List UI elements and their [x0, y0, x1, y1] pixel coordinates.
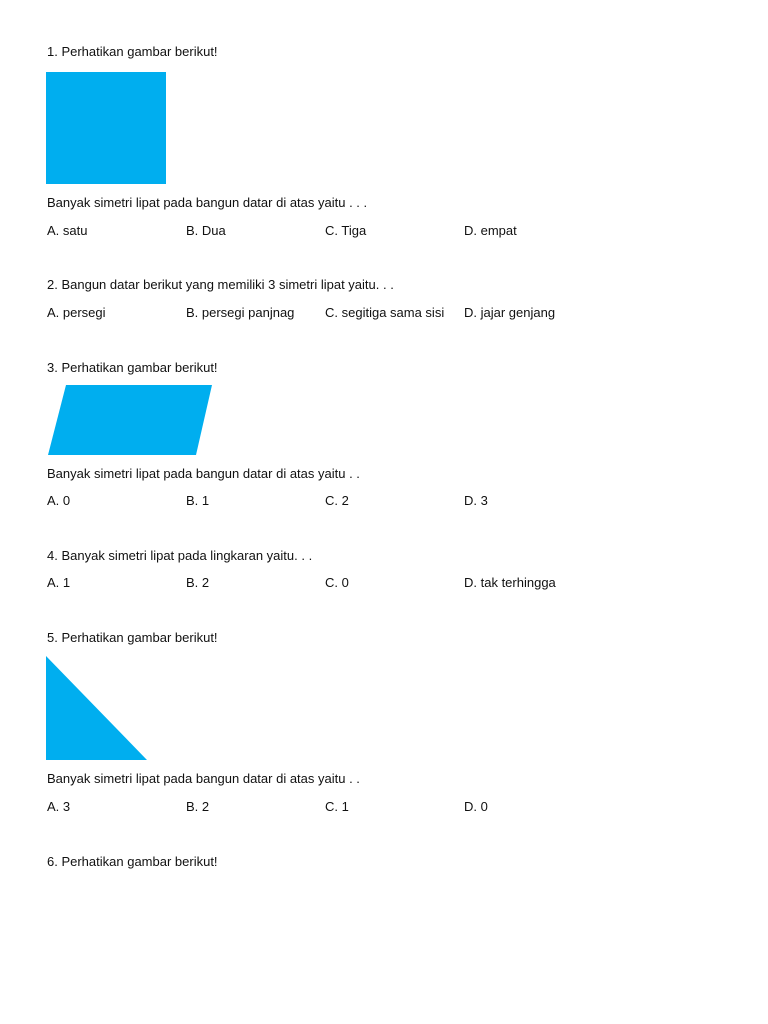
question-3-stem: Banyak simetri lipat pada bangun datar di atas yaitu . .	[47, 466, 360, 481]
question-4-option-b[interactable]: B. 2	[186, 575, 210, 590]
question-1-option-b[interactable]: B. Dua	[186, 223, 226, 238]
question-3-option-a[interactable]: A. 0	[47, 493, 71, 508]
question-2-prompt: 2. Bangun datar berikut yang memiliki 3 simetri lipat yaitu. . .	[47, 277, 394, 292]
question-4-option-a[interactable]: A. 1	[47, 575, 71, 590]
question-2-option-c[interactable]: C. segitiga sama sisi	[325, 305, 445, 320]
question-3-prompt: 3. Perhatikan gambar berikut!	[47, 360, 218, 375]
question-5-option-b[interactable]: B. 2	[186, 799, 210, 814]
question-3-option-b[interactable]: B. 1	[186, 493, 210, 508]
question-4-prompt: 4. Banyak simetri lipat pada lingkaran yaitu. . .	[47, 548, 313, 563]
question-4-option-c[interactable]: C. 0	[325, 575, 349, 590]
question-2-option-b[interactable]: B. persegi panjnag	[186, 305, 295, 320]
question-3-option-d[interactable]: D. 3	[464, 493, 488, 508]
question-1-stem: Banyak simetri lipat pada bangun datar di atas yaitu . . .	[47, 195, 368, 210]
question-5-option-c[interactable]: C. 1	[325, 799, 349, 814]
question-3-option-c[interactable]: C. 2	[325, 493, 349, 508]
square-figure	[46, 72, 166, 184]
question-5-option-d[interactable]: D. 0	[464, 799, 488, 814]
question-1-prompt: 1. Perhatikan gambar berikut!	[47, 44, 218, 59]
question-1-option-a[interactable]: A. satu	[47, 223, 88, 238]
question-1-option-c[interactable]: C. Tiga	[325, 223, 367, 238]
right-triangle-figure	[46, 656, 148, 760]
question-6-prompt: 6. Perhatikan gambar berikut!	[47, 854, 218, 869]
question-2-option-d[interactable]: D. jajar genjang	[464, 305, 556, 320]
parallelogram-figure	[46, 385, 214, 455]
question-5-stem: Banyak simetri lipat pada bangun datar di atas yaitu . .	[47, 771, 360, 786]
question-4-option-d[interactable]: D. tak terhingga	[464, 575, 556, 590]
question-5-option-a[interactable]: A. 3	[47, 799, 71, 814]
question-5-prompt: 5. Perhatikan gambar berikut!	[47, 630, 218, 645]
question-1-option-d[interactable]: D. empat	[464, 223, 517, 238]
question-2-option-a[interactable]: A. persegi	[47, 305, 106, 320]
